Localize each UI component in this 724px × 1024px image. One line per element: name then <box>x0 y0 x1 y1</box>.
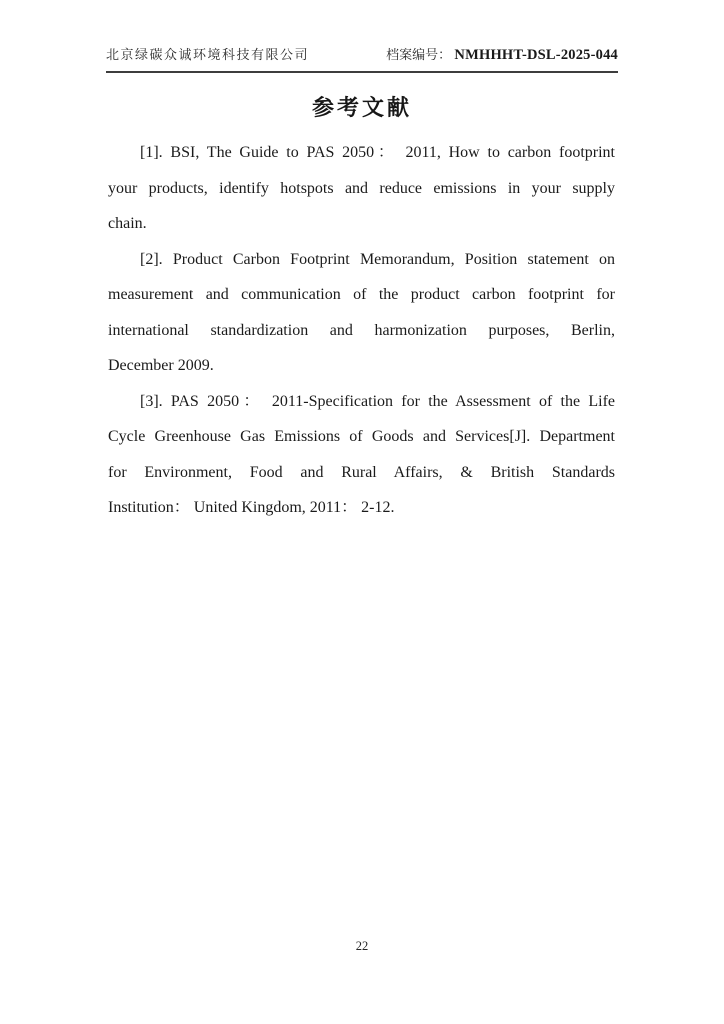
reference-line: chain. <box>108 215 147 232</box>
reference-line: December 2009. <box>108 357 214 374</box>
reference-line: [1]. BSI, The Guide to PAS 2050： 2011, How to carbon footprint <box>140 144 615 161</box>
reference-line: [2]. Product Carbon Footprint Memorandum, Position statement on <box>140 250 615 268</box>
header-doc-number <box>386 44 618 64</box>
header-doc-number-value: NMHHHT-DSL-2025-044 <box>454 47 618 63</box>
reference-line: international standardization and harmonization purposes, Berlin, <box>108 321 615 339</box>
page-title: 参考文献 <box>311 95 412 120</box>
reference-paragraph <box>108 242 615 384</box>
reference-line: for Environment, Food and Rural Affairs, & British Standards <box>108 463 615 481</box>
header-company-name: 北京绿碳众诚环境科技有限公司 <box>106 47 310 62</box>
reference-line: [3]. PAS 2050： 2011-Specification for the Assessment of the Life <box>140 392 615 410</box>
reference-paragraph <box>108 135 615 242</box>
page-number: 22 <box>355 939 369 953</box>
page-header <box>106 44 618 73</box>
reference-paragraph <box>108 384 615 526</box>
reference-line: your products, identify hotspots and reduce emissions in your supply <box>108 179 615 197</box>
references-list <box>108 135 615 526</box>
reference-line: measurement and communication of the product carbon footprint for <box>108 286 615 303</box>
reference-line: Cycle Greenhouse Gas Emissions of Goods and Services[J]. Department <box>108 428 615 445</box>
reference-line: Institution： United Kingdom, 2011： 2-12. <box>108 499 395 516</box>
header-doc-number-label: 档案编号： <box>386 47 452 62</box>
